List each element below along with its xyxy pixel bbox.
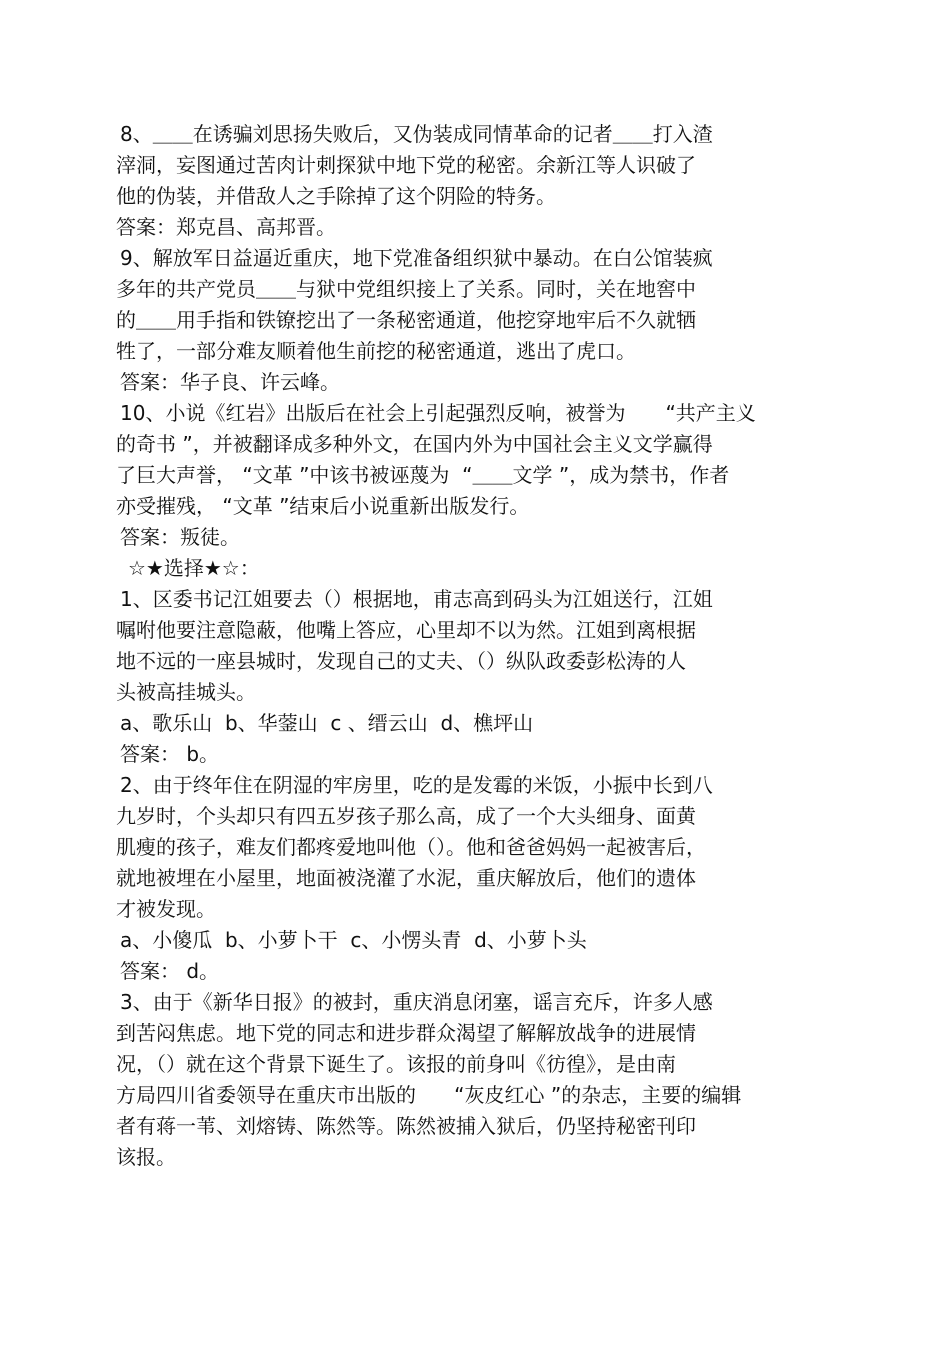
text-line: 的奇书 ”，并被翻译成多种外文，在国内外为中国社会主义文学赢得 <box>116 432 713 456</box>
text-line: 8、＿＿在诱骗刘思扬失败后，又伪装成同情革命的记者＿＿打入渣 <box>120 122 713 146</box>
answer-line: 答案： b。 <box>120 742 220 766</box>
options-line: a、歌乐山 b、华蓥山 c 、缙云山 d、樵坪山 <box>120 711 534 735</box>
text-line: 10、小说《红岩》出版后在社会上引起强烈反响，被誉为 “共产主义 <box>120 401 756 425</box>
text-line: 肌瘦的孩子，难友们都疼爱地叫他（）。他和爸爸妈妈一起被害后， <box>116 835 706 859</box>
text-line: 的＿＿用手指和铁镣挖出了一条秘密通道，他挖穿地牢后不久就牺 <box>116 308 696 332</box>
text-line: 9、解放军日益逼近重庆，地下党准备组织狱中暴动。在白公馆装疯 <box>120 246 713 270</box>
section-heading: ☆★选择★☆： <box>128 556 260 580</box>
text-line: 了巨大声誉， “文革 ”中该书被诬蔑为 “＿＿文学 ”，成为禁书，作者 <box>116 463 730 487</box>
answer-line: 答案： d。 <box>120 959 220 983</box>
text-line: 牲了，一部分难友顺着他生前挖的秘密通道，逃出了虎口。 <box>116 339 636 363</box>
text-line: 方局四川省委领导在重庆市出版的 “灰皮红心 ”的杂志，主要的编辑 <box>116 1083 742 1107</box>
text-line: 亦受摧残， “文革 ”结束后小说重新出版发行。 <box>116 494 530 518</box>
options-line: a、小傻瓜 b、小萝卜干 c、小愣头青 d、小萝卜头 <box>120 928 587 952</box>
text-line: 3、由于《新华日报》的被封，重庆消息闭塞，谣言充斥，许多人感 <box>120 990 713 1014</box>
text-line: 者有蒋一苇、刘熔铸、陈然等。陈然被捕入狱后，仍坚持秘密刊印 <box>116 1114 696 1138</box>
text-line: 就地被埋在小屋里，地面被浇灌了水泥，重庆解放后，他们的遗体 <box>116 866 696 890</box>
text-line: 到苦闷焦虑。地下党的同志和进步群众渴望了解解放战争的进展情 <box>116 1021 696 1045</box>
answer-line: 答案：叛徒。 <box>120 525 240 549</box>
text-line: 嘱咐他要注意隐蔽，他嘴上答应，心里却不以为然。江姐到离根据 <box>116 618 696 642</box>
text-line: 地不远的一座县城时，发现自己的丈夫、（）纵队政委彭松涛的人 <box>116 649 686 673</box>
answer-line: 答案：郑克昌、高邦晋。 <box>116 215 336 239</box>
answer-line: 答案：华子良、许云峰。 <box>120 370 340 394</box>
text-line: 况，（）就在这个背景下诞生了。该报的前身叫《彷徨》，是由南 <box>116 1052 676 1076</box>
text-line: 多年的共产党员＿＿与狱中党组织接上了关系。同时，关在地窖中 <box>116 277 696 301</box>
text-line: 1、区委书记江姐要去（）根据地，甫志高到码头为江姐送行，江姐 <box>120 587 713 611</box>
text-line: 才被发现。 <box>116 897 216 921</box>
text-line: 九岁时，个头却只有四五岁孩子那么高，成了一个大头细身、面黄 <box>116 804 696 828</box>
text-line: 2、由于终年住在阴湿的牢房里，吃的是发霉的米饭，小振中长到八 <box>120 773 713 797</box>
text-line: 该报。 <box>116 1145 176 1169</box>
text-line: 滓洞，妄图通过苦肉计刺探狱中地下党的秘密。余新江等人识破了 <box>116 153 696 177</box>
text-line: 他的伪装，并借敌人之手除掉了这个阴险的特务。 <box>116 184 556 208</box>
text-line: 头被高挂城头。 <box>116 680 256 704</box>
